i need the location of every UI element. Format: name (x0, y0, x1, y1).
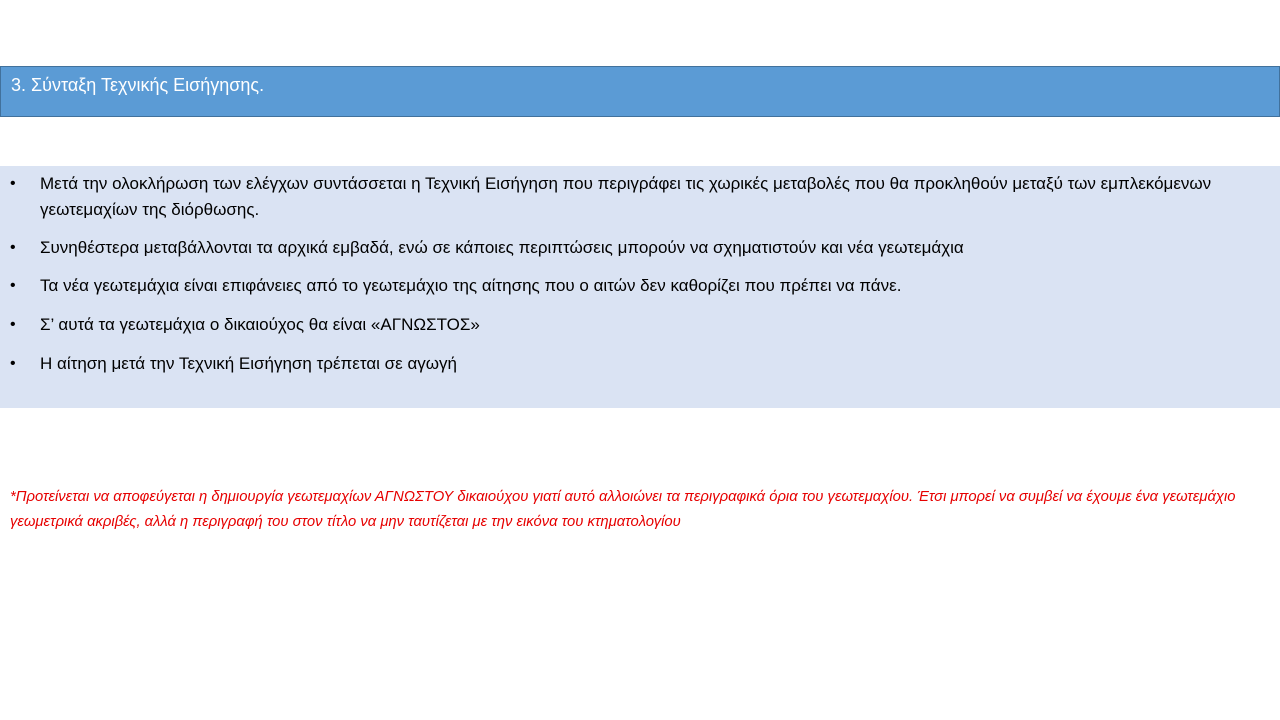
bullet-content-box (0, 166, 1280, 408)
bullet-text: Τα νέα γεωτεμάχια είναι επιφάνειες από το γεωτεμάχιο της αίτησης που ο αιτών δεν καθορίζει που πρέπει να πάνε. (40, 276, 902, 295)
bullet-text: Συνηθέστερα μεταβάλλονται τα αρχικά εμβαδά, ενώ σε κάποιες περιπτώσεις μπορούν να σχηματιστούν και νέα γεωτεμάχια (40, 238, 964, 257)
bullet-text: Σ’ αυτά τα γεωτεμάχια ο δικαιούχος θα είναι «ΑΓΝΩΣΤΟΣ» (40, 315, 480, 334)
bullet-icon: • (10, 239, 16, 256)
section-title: 3. Σύνταξη Τεχνικής Εισήγησης. (11, 75, 265, 95)
bullet-icon: • (10, 277, 16, 294)
bullet-icon: • (10, 316, 16, 333)
bullet-text: Μετά την ολοκλήρωση των ελέγχων συντάσσεται η Τεχνική Εισήγηση που περιγράφει τις χωρικές μεταβολές που θα προκληθούν μεταξύ των εμπλεκόμενων γεωτεμαχίων της διόρθωσης. (40, 174, 1212, 219)
section-title-bar (0, 66, 1280, 117)
bullet-icon: • (10, 175, 16, 192)
bullet-text: Η αίτηση μετά την Τεχνική Εισήγηση τρέπεται σε αγωγή (40, 354, 458, 373)
bullet-icon: • (10, 355, 16, 372)
footnote: *Προτείνεται να αποφεύγεται η δημιουργία γεωτεμαχίων ΑΓΝΩΣΤΟΥ δικαιούχου γιατί αυτό αλλοιώνει τα περιγραφικά όρια του γεωτεμαχίου. Έτσι μπορεί να συμβεί να έχουμε ένα γεωτεμάχιο γεωμετρικά ακριβές, αλλά η περιγραφή του στον τίτλο να μην ταυτίζεται με την εικόνα του κτηματολογίου (10, 488, 1236, 530)
